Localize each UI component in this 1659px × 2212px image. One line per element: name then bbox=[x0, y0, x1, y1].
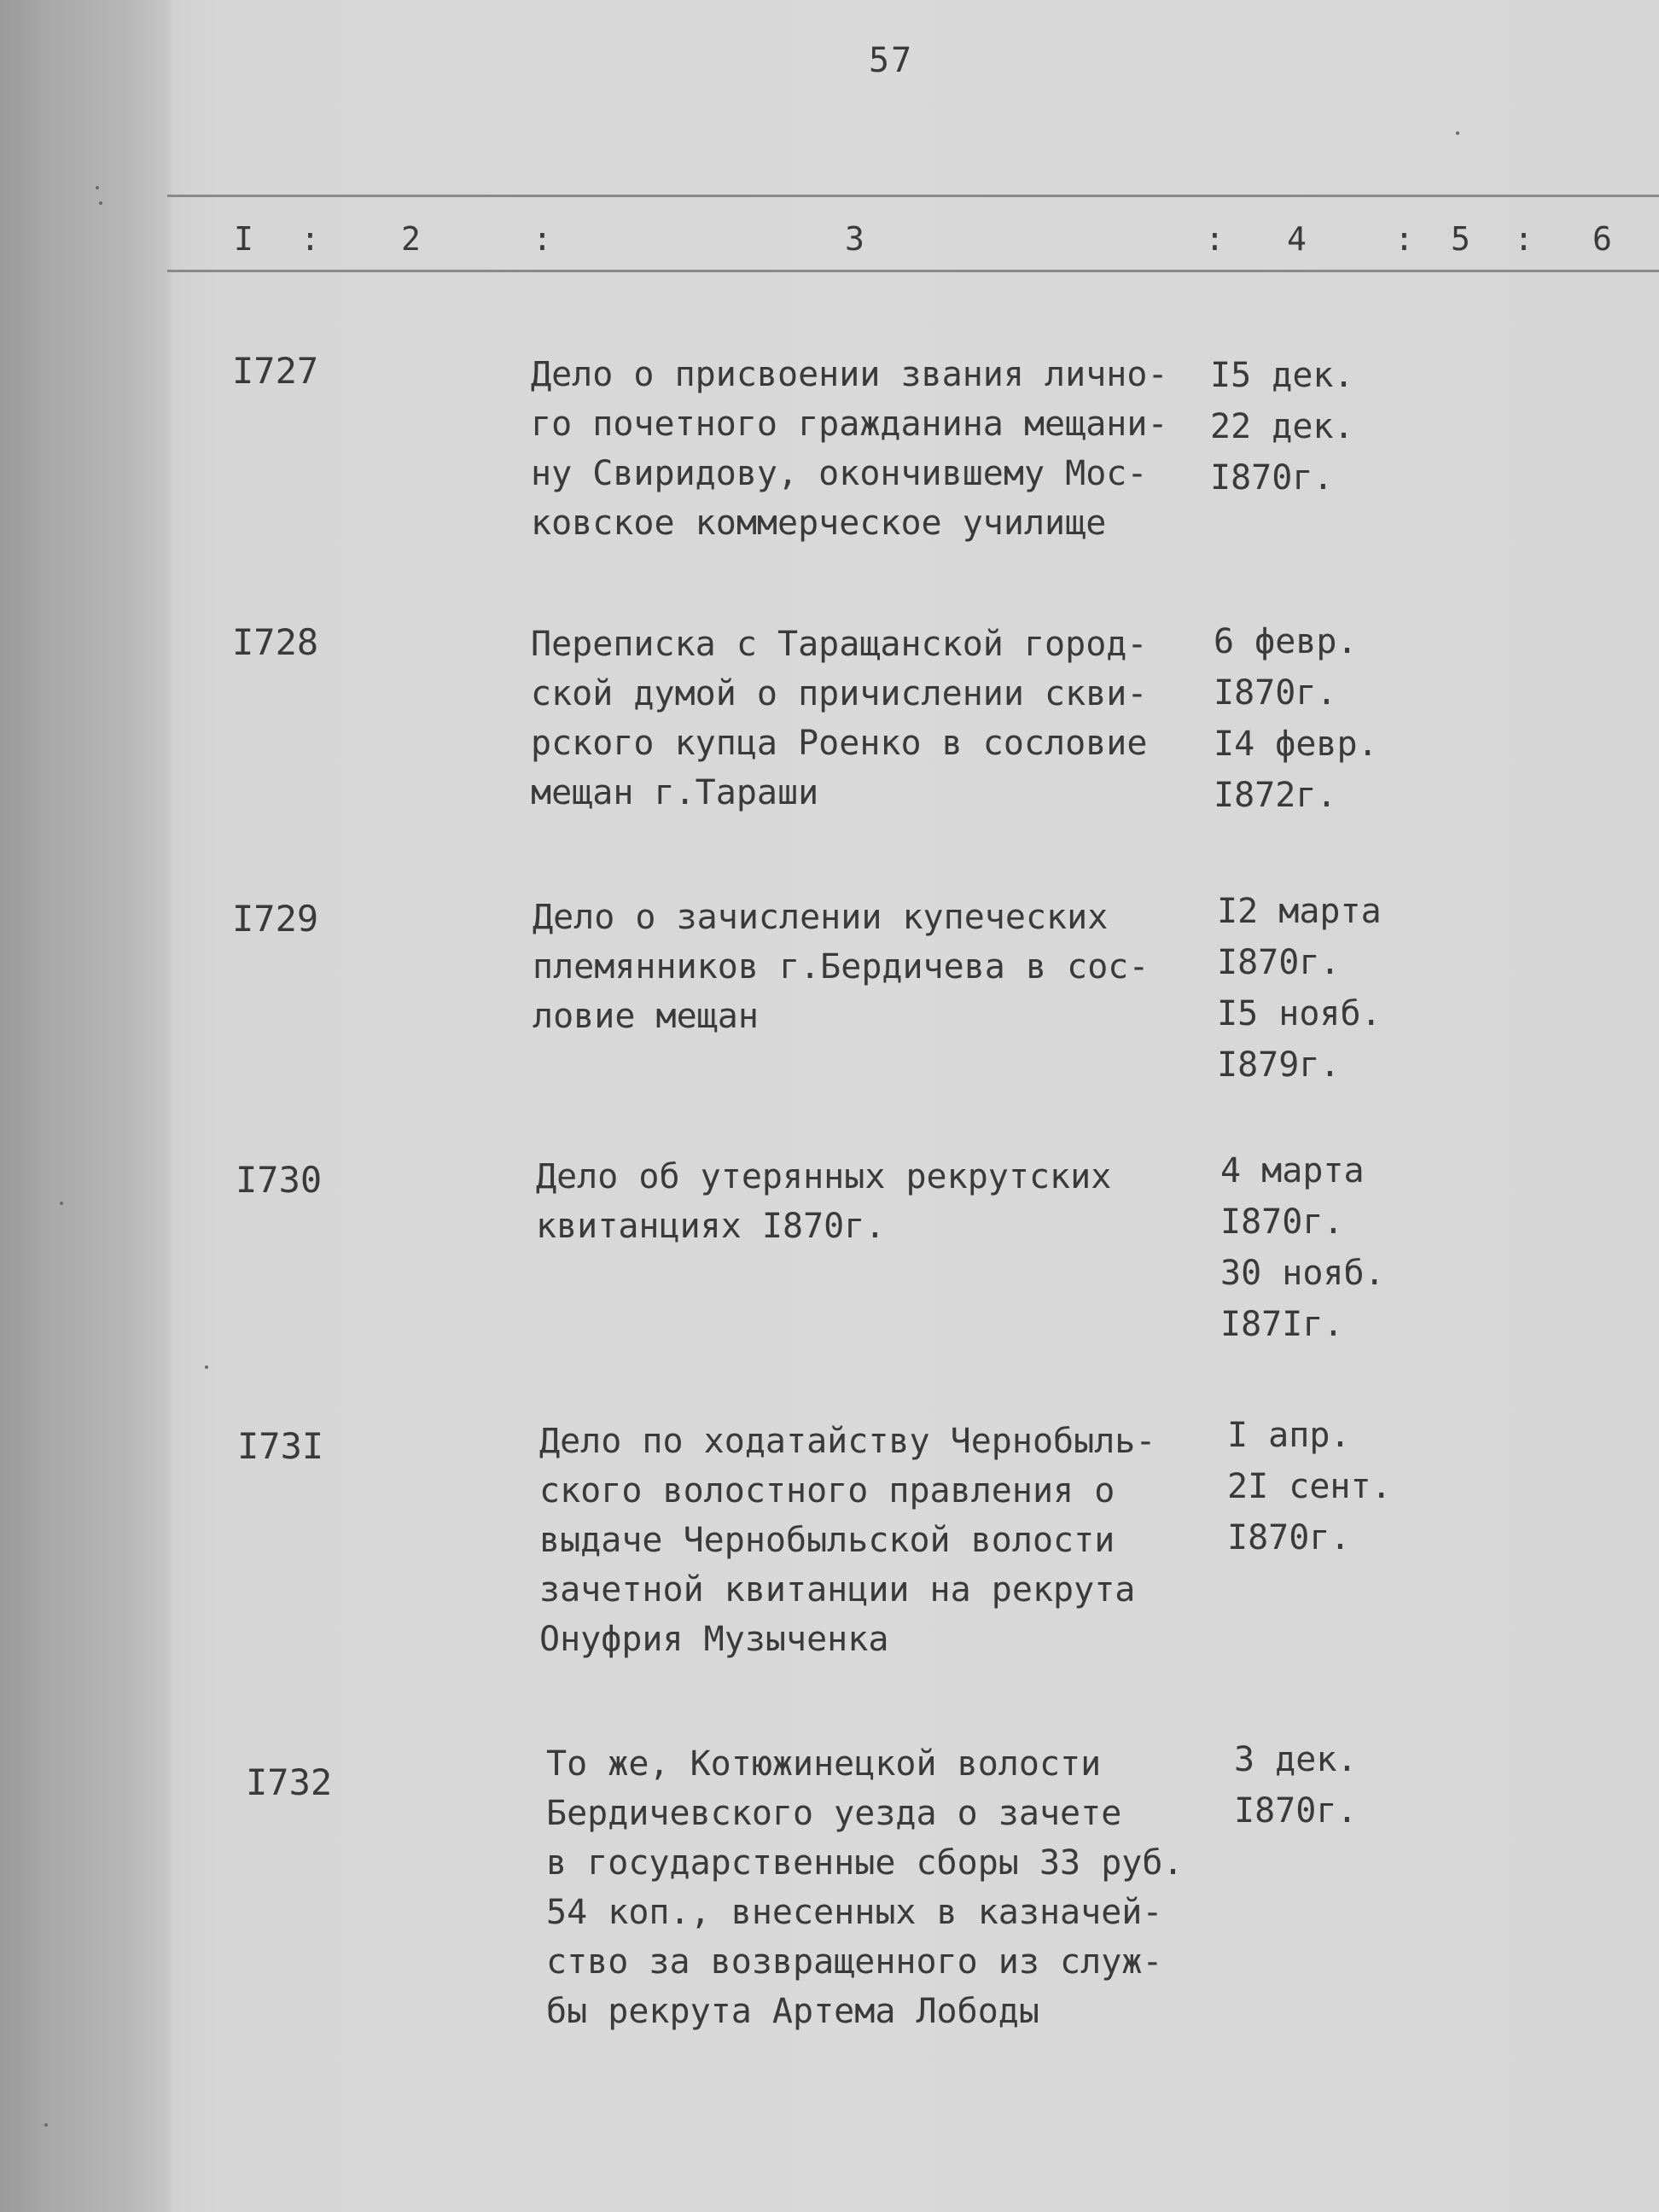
description-line: племянников г.Бердичева в сос- bbox=[533, 947, 1150, 987]
entry-number: I73I bbox=[237, 1425, 324, 1467]
description-line: Дело по ходатайству Чернобыль- bbox=[539, 1422, 1156, 1461]
date-line: 30 нояб. bbox=[1220, 1254, 1385, 1293]
description-line: го почетного гражданина мещани- bbox=[531, 405, 1168, 444]
column-header-5: 5 bbox=[1451, 220, 1470, 258]
column-separator: : bbox=[533, 220, 552, 258]
description-line: ской думой о причислении скви- bbox=[531, 674, 1148, 713]
column-header-6: 6 bbox=[1592, 220, 1612, 258]
date-line: 22 дек. bbox=[1210, 407, 1354, 446]
column-separator: : bbox=[1205, 220, 1225, 258]
speck bbox=[1456, 131, 1459, 135]
entry-dates bbox=[1217, 886, 1382, 1091]
description-line: 54 коп., внесенных в казначей- bbox=[546, 1893, 1163, 1932]
description-line: ловие мещан bbox=[533, 997, 759, 1036]
description-line: выдаче Чернобыльской волости bbox=[539, 1521, 1115, 1560]
description-line: Онуфрия Музыченка bbox=[539, 1620, 889, 1659]
column-separator: : bbox=[300, 220, 320, 258]
entry-description bbox=[539, 1417, 1155, 1664]
entry-number: I727 bbox=[232, 350, 319, 392]
date-line: I5 нояб. bbox=[1217, 994, 1382, 1033]
date-line: I апр. bbox=[1227, 1416, 1351, 1455]
book-spine-shadow bbox=[0, 0, 171, 2212]
description-line: зачетной квитанции на рекрута bbox=[539, 1570, 1136, 1610]
date-line: 2I сент. bbox=[1227, 1467, 1392, 1506]
description-line: Дело о присвоении звания лично- bbox=[531, 355, 1168, 394]
speck bbox=[44, 2123, 48, 2127]
date-line: I870г. bbox=[1227, 1518, 1351, 1557]
description-line: ского волостного правления о bbox=[539, 1471, 1115, 1511]
description-line: бы рекрута Артема Лободы bbox=[546, 1992, 1039, 2031]
description-line: ну Свиридову, окончившему Мос- bbox=[531, 454, 1148, 493]
date-line: I872г. bbox=[1214, 776, 1337, 815]
description-line: Переписка с Таращанской город- bbox=[531, 625, 1148, 664]
entry-number: I730 bbox=[236, 1159, 323, 1201]
date-line: I5 дек. bbox=[1210, 356, 1354, 395]
date-line: I870г. bbox=[1210, 458, 1334, 498]
header-rule-top bbox=[167, 195, 1659, 197]
date-line: I87Iг. bbox=[1220, 1305, 1344, 1344]
date-line: I870г. bbox=[1217, 943, 1341, 982]
description-line: ство за возвращенного из служ- bbox=[546, 1942, 1163, 1982]
speck bbox=[205, 1365, 208, 1369]
page-number: 57 bbox=[869, 41, 914, 80]
entry-number: I732 bbox=[246, 1761, 333, 1803]
description-line: квитанциях I870г. bbox=[536, 1207, 886, 1246]
date-line: I870г. bbox=[1220, 1202, 1344, 1242]
date-line: I4 февр. bbox=[1214, 725, 1378, 764]
entry-dates bbox=[1210, 350, 1354, 504]
entry-description bbox=[531, 620, 1147, 818]
column-header-3: 3 bbox=[845, 220, 864, 258]
date-line: I879г. bbox=[1217, 1045, 1341, 1085]
description-line: рского купца Роенко в сословие bbox=[531, 724, 1148, 763]
description-line: Дело о зачислении купеческих bbox=[533, 898, 1109, 937]
date-line: I2 марта bbox=[1217, 892, 1382, 931]
description-line: мещан г.Тараши bbox=[531, 773, 819, 812]
speck bbox=[60, 1202, 63, 1205]
column-separator: : bbox=[1514, 220, 1534, 258]
description-line: Дело об утерянных рекрутских bbox=[536, 1157, 1112, 1196]
speck bbox=[96, 186, 99, 189]
entry-description bbox=[536, 1152, 1111, 1251]
entry-dates bbox=[1214, 616, 1378, 821]
date-line: 6 февр. bbox=[1214, 622, 1358, 661]
entry-number: I728 bbox=[232, 621, 319, 663]
column-header-4: 4 bbox=[1287, 220, 1307, 258]
entry-dates bbox=[1227, 1410, 1392, 1563]
description-line: ковское коммерческое училище bbox=[531, 504, 1107, 543]
entry-description bbox=[531, 350, 1168, 548]
entry-dates bbox=[1234, 1734, 1358, 1837]
description-line: То же, Котюжинецкой волости bbox=[546, 1744, 1102, 1784]
date-line: 3 дек. bbox=[1234, 1740, 1358, 1779]
column-header-2: 2 bbox=[401, 220, 421, 258]
date-line: I870г. bbox=[1214, 673, 1337, 713]
date-line: 4 марта bbox=[1220, 1151, 1365, 1190]
column-header-1: I bbox=[234, 220, 253, 258]
date-line: I870г. bbox=[1234, 1791, 1358, 1831]
entry-number: I729 bbox=[232, 898, 319, 940]
speck bbox=[99, 201, 102, 205]
column-separator: : bbox=[1394, 220, 1414, 258]
description-line: в государственные сборы 33 руб. bbox=[546, 1843, 1184, 1883]
header-rule-bottom bbox=[167, 270, 1659, 272]
entry-description bbox=[533, 893, 1149, 1041]
entry-description bbox=[546, 1739, 1184, 2036]
entry-dates bbox=[1220, 1145, 1385, 1350]
description-line: Бердичевского уезда о зачете bbox=[546, 1794, 1122, 1833]
